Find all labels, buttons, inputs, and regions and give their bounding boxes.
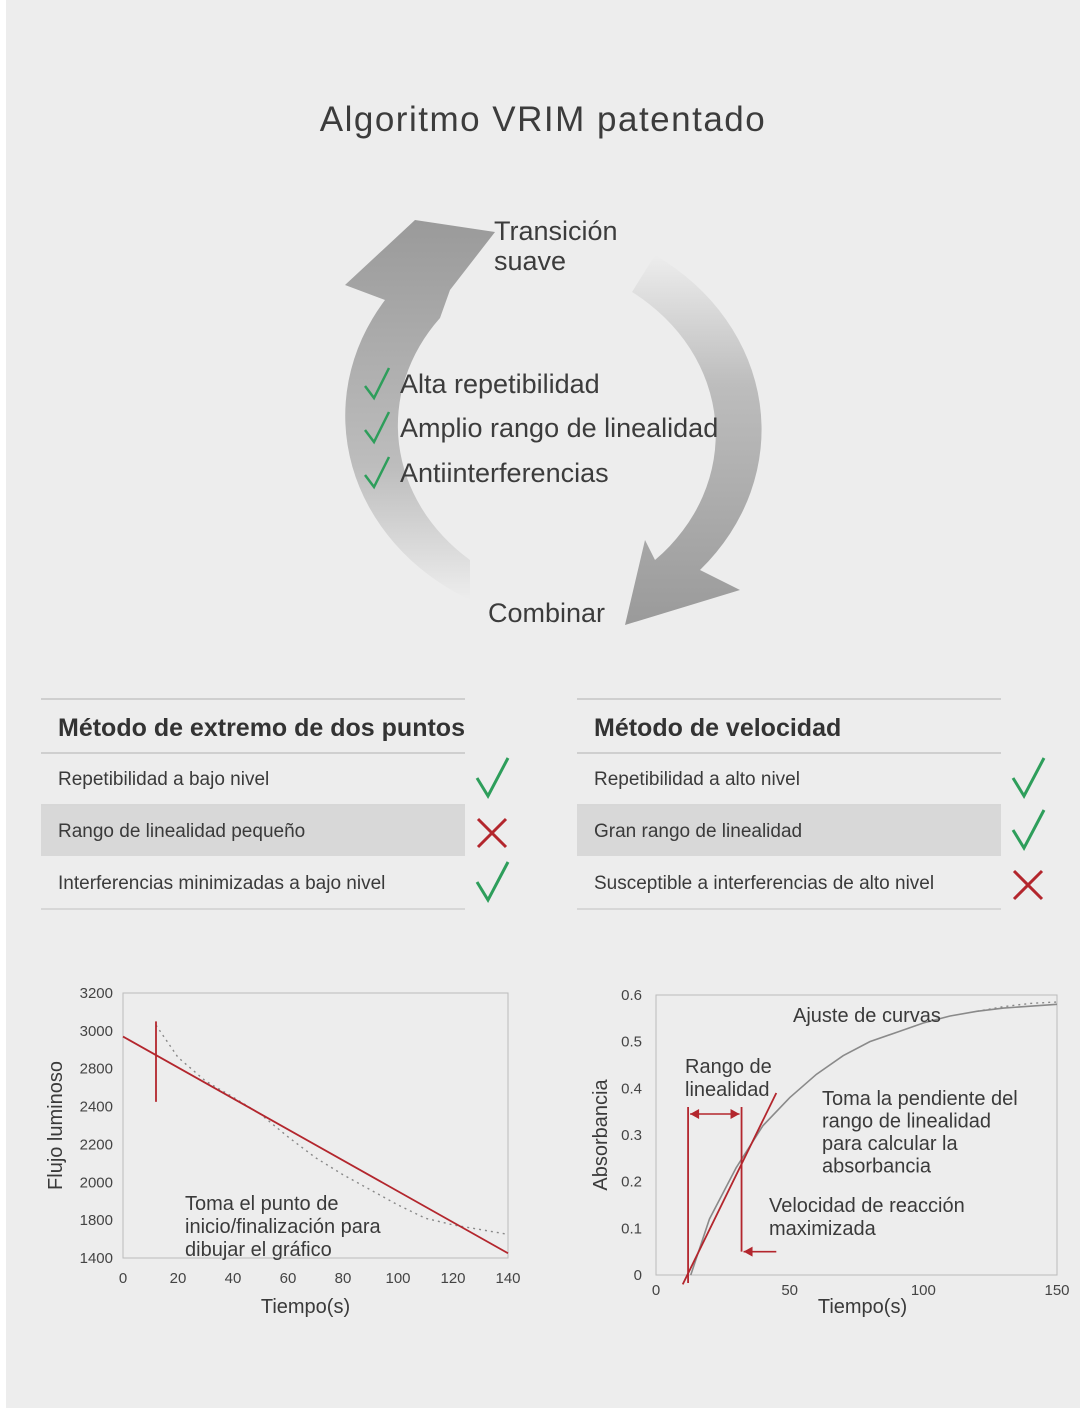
- feature-item: [362, 455, 609, 491]
- y-tick-label: 0.1: [621, 1220, 642, 1238]
- chart-luminous-flux: [0, 960, 540, 1340]
- y-tick-label: 1800: [79, 1212, 113, 1230]
- x-tick-label: 100: [385, 1270, 411, 1287]
- table-row-label: Interferencias minimizadas a bajo nivel: [58, 873, 386, 894]
- y-tick-label: 2200: [79, 1136, 113, 1154]
- check-icon: [362, 410, 392, 446]
- table-heading: Método de extremo de dos puntos: [41, 698, 465, 754]
- check-icon: [1010, 756, 1050, 800]
- curve-fit-label: Ajuste de curvas: [793, 1005, 941, 1027]
- x-tick-label: 120: [440, 1270, 466, 1287]
- table-row: [577, 754, 1001, 806]
- check-icon: [362, 455, 392, 491]
- chart-absorbance: [545, 960, 1080, 1340]
- x-tick-label: 60: [279, 1270, 297, 1287]
- range-arrow-head-right: [731, 1109, 740, 1119]
- x-axis-label: Tiempo(s): [817, 1296, 908, 1318]
- rate-label: maximizada: [769, 1218, 876, 1240]
- rate-label: Velocidad de reacción: [769, 1195, 965, 1217]
- y-tick-label: 0.2: [621, 1173, 642, 1191]
- range-label: Rango de: [685, 1056, 772, 1078]
- slope-label: para calcular la: [822, 1133, 958, 1155]
- x-tick-label: 150: [1044, 1282, 1070, 1299]
- slope-label: Toma la pendiente del: [822, 1088, 1018, 1110]
- table-row: [577, 806, 1001, 856]
- table-row-label: Rango de linealidad pequeño: [58, 821, 306, 842]
- check-icon: [362, 366, 392, 402]
- cross-icon: [474, 815, 514, 851]
- x-tick-label: 140: [495, 1270, 521, 1287]
- y-tick-label: 2400: [79, 1098, 113, 1116]
- y-tick-label: 3000: [79, 1022, 113, 1040]
- x-tick-label: 0: [651, 1282, 661, 1299]
- x-tick-label: 80: [334, 1270, 352, 1287]
- y-tick-label: 2800: [79, 1060, 113, 1078]
- table-row-label: Repetibilidad a bajo nivel: [58, 769, 270, 790]
- y-tick-label: 3200: [79, 985, 113, 1002]
- x-tick-label: 40: [224, 1270, 242, 1287]
- table-heading: Método de velocidad: [577, 698, 1001, 754]
- table-row: [41, 806, 465, 856]
- feature-label: Amplio rango de linealidad: [400, 412, 719, 443]
- table-row-label: Repetibilidad a alto nivel: [594, 769, 800, 790]
- slope-label: rango de linealidad: [822, 1110, 992, 1133]
- range-arrow-head-left: [690, 1109, 699, 1119]
- y-axis-label: Flujo luminoso: [45, 1061, 67, 1190]
- comparison-table-two-point: [41, 698, 465, 910]
- cross-icon: [1010, 867, 1050, 903]
- feature-item: [362, 366, 600, 402]
- table-row: [41, 858, 465, 910]
- y-tick-label: 0.3: [621, 1127, 642, 1144]
- y-tick-label: 2000: [79, 1174, 113, 1192]
- slope-label: absorbancia: [822, 1155, 931, 1178]
- y-tick-label: 1400: [79, 1250, 113, 1267]
- x-tick-label: 100: [910, 1282, 936, 1299]
- check-icon: [474, 860, 514, 904]
- y-axis-label: Absorbancia: [590, 1079, 612, 1191]
- feature-label: Alta repetibilidad: [400, 368, 600, 399]
- x-tick-label: 50: [781, 1282, 799, 1299]
- x-tick-label: 0: [118, 1270, 128, 1287]
- table-row: [577, 858, 1001, 910]
- page-title: Algoritmo VRIM patentado: [319, 100, 767, 139]
- rate-arrow-head: [744, 1247, 753, 1257]
- y-tick-label: 0.6: [621, 987, 642, 1004]
- table-row-label: Gran rango de linealidad: [594, 821, 803, 842]
- feature-label: Antiinterferencias: [400, 457, 609, 488]
- annotation-text: dibujar el gráfico: [185, 1239, 332, 1261]
- cycle-label-bottom: Combinar: [488, 598, 606, 628]
- range-label: linealidad: [685, 1079, 770, 1101]
- table-row: [41, 754, 465, 806]
- comparison-table-rate: [577, 698, 1001, 910]
- y-tick-label: 0.4: [621, 1080, 642, 1098]
- x-tick-label: 20: [169, 1270, 187, 1287]
- y-tick-label: 0: [633, 1267, 642, 1284]
- cycle-diagram: [0, 0, 1086, 700]
- annotation-text: inicio/finalización para: [185, 1216, 381, 1238]
- cycle-label-top: [494, 216, 618, 276]
- x-axis-label: Tiempo(s): [260, 1296, 351, 1318]
- check-icon: [474, 756, 514, 800]
- annotation-text: Toma el punto de: [185, 1193, 339, 1215]
- check-icon: [1010, 808, 1050, 852]
- table-row-label: Susceptible a interferencias de alto nivel: [594, 873, 935, 894]
- feature-item: [362, 410, 718, 446]
- series-tangent-line: [683, 1093, 777, 1284]
- cycle-label-top-line1: Transición: [494, 216, 618, 246]
- y-tick-label: 0.5: [621, 1033, 642, 1051]
- cycle-label-top-line2: suave: [494, 246, 567, 276]
